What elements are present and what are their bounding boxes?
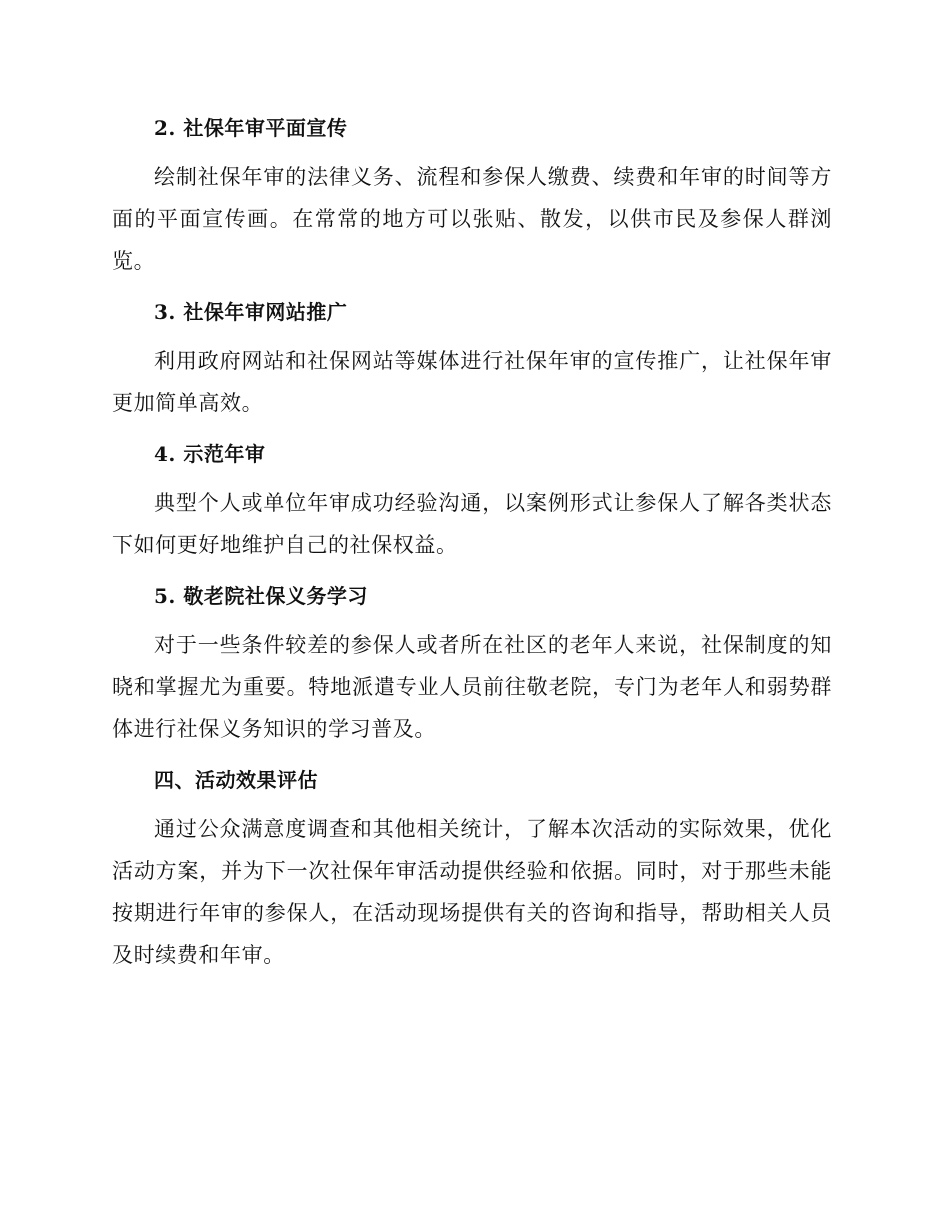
section-heading-nursing-home-learning: 5. 敬老院社保义务学习 — [154, 584, 368, 608]
section-paragraph-annual-review-print-promotion: 绘制社保年审的法律义务、流程和参保人缴费、续费和年审的时间等方面的平面宣传画。在常常的地方可以张贴、散发，以供市民及参保人群浏览。 — [112, 165, 832, 273]
section-heading-annual-review-website-promotion: 3. 社保年审网站推广 — [154, 300, 348, 324]
document-body — [112, 108, 832, 976]
section-paragraph-annual-review-website-promotion: 利用政府网站和社保网站等媒体进行社保年审的宣传推广，让社保年审更加简单高效。 — [112, 349, 832, 415]
section-heading-effect-evaluation: 四、活动效果评估 — [154, 768, 318, 792]
section-paragraph-demonstration-review: 典型个人或单位年审成功经验沟通，以案例形式让参保人了解各类状态下如何更好地维护自己的社保权益。 — [112, 491, 832, 557]
section-paragraph-effect-evaluation: 通过公众满意度调查和其他相关统计，了解本次活动的实际效果，优化活动方案，并为下一次社保年审活动提供经验和依据。同时，对于那些未能按期进行年审的参保人，在活动现场提供有关的咨询和指导，帮助相关人员及时续费和年审。 — [112, 817, 832, 967]
section-paragraph-nursing-home-learning: 对于一些条件较差的参保人或者所在社区的老年人来说，社保制度的知晓和掌握尤为重要。特地派遣专业人员前往敬老院，专门为老年人和弱势群体进行社保义务知识的学习普及。 — [112, 633, 832, 741]
section-heading-demonstration-review: 4. 示范年审 — [154, 442, 266, 466]
section-heading-annual-review-print-promotion: 2. 社保年审平面宣传 — [154, 116, 348, 140]
